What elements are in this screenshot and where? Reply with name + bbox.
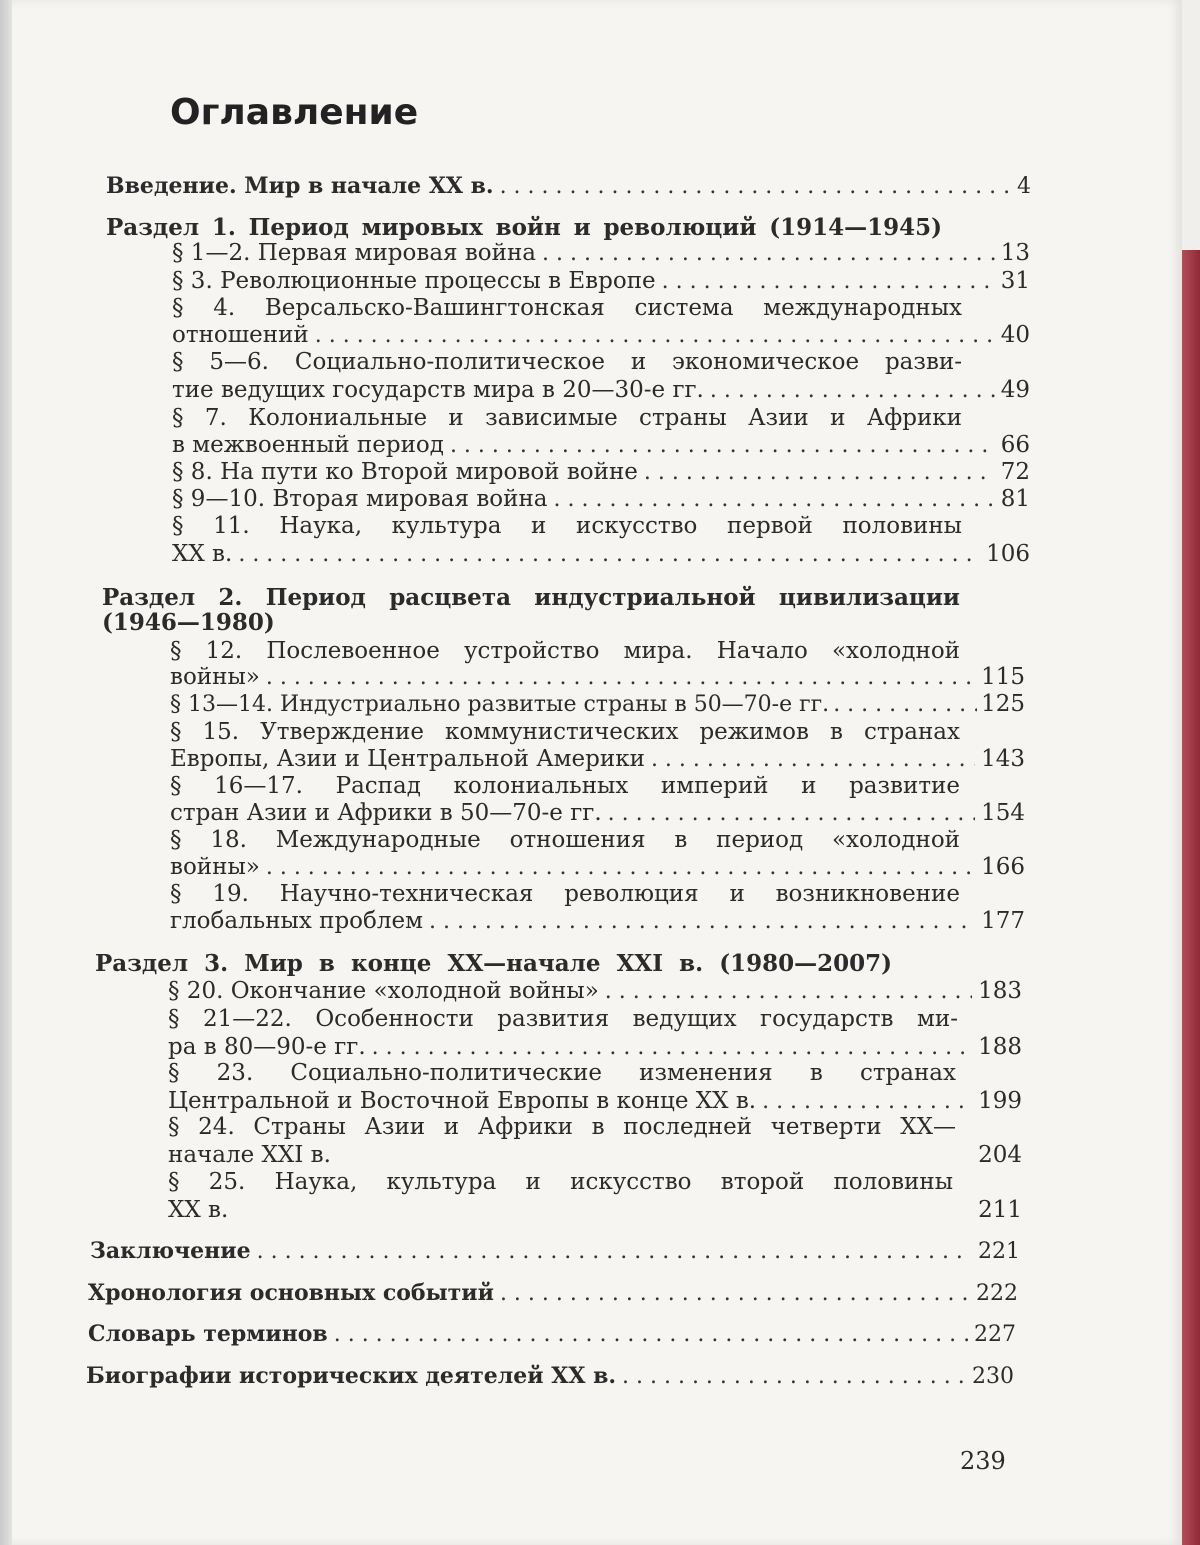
toc-entry-21-22-line1: § 21—22. Особенности развития ведущих государств ми-: [168, 1006, 958, 1032]
toc-entry-11[interactable]: [172, 539, 1030, 569]
toc-leader-dots: [608, 799, 975, 829]
section-2-heading: Раздел 2. Период расцвета индустриальной цивилизации: [102, 584, 960, 611]
toc-leader-dots: [238, 540, 980, 570]
toc-entry-18[interactable]: [170, 852, 1025, 882]
toc-entry-4[interactable]: [172, 320, 1030, 350]
toc-entry-5-6-line1: § 5—6. Социально-политическое и экономическое разви-: [172, 349, 962, 375]
toc-entry-biographies[interactable]: [86, 1361, 1014, 1391]
toc-entry-title: начале XXI в.: [168, 1142, 331, 1168]
toc-entry-title: Заключение: [90, 1238, 251, 1264]
toc-entry-5-6[interactable]: [172, 375, 1030, 405]
toc-entry-title: § 9—10. Вторая мировая война: [172, 486, 548, 512]
toc-entry-conclusion[interactable]: [90, 1236, 1020, 1266]
toc-entry-title: Хронология основных событий: [88, 1280, 494, 1306]
section-1-heading: Раздел 1. Период мировых войн и революций (1914—1945): [106, 214, 942, 241]
toc-leader-dots: [500, 1279, 970, 1309]
toc-entry-page: 211: [978, 1197, 1022, 1223]
toc-entry-page: 166: [981, 854, 1025, 880]
toc-entry-19-line1: § 19. Научно-техническая революция и возникновение: [170, 881, 960, 907]
toc-entry-page: 154: [981, 800, 1025, 826]
toc-entry-title: Центральной и Восточной Европы в конце XX в.: [168, 1088, 757, 1114]
toc-entry-page: 230: [972, 1364, 1014, 1389]
toc-entry-7-line1: § 7. Колониальные и зависимые страны Азии и Африки: [172, 405, 962, 431]
toc-leader-dots: [500, 172, 1011, 202]
toc-entry-7[interactable]: [172, 430, 1030, 460]
toc-entry-25-line1: § 25. Наука, культура и искусство второй половины: [168, 1169, 953, 1195]
toc-entry-18-line1: § 18. Международные отношения в период «холодной: [170, 827, 960, 853]
toc-entry-page: 143: [981, 746, 1025, 772]
toc-entry-12-line1: § 12. Послевоенное устройство мира. Начало «холодной: [170, 638, 960, 664]
toc-entry-glossary[interactable]: [88, 1319, 1016, 1349]
toc-entry-title: тие ведущих государств мира в 20—30-е гг.: [172, 377, 704, 403]
toc-entry-title: Европы, Азии и Центральной Америки: [170, 746, 645, 772]
toc-entry-21-22[interactable]: [168, 1032, 1022, 1062]
toc-entry-13-14[interactable]: [170, 689, 1025, 719]
toc-leader-dots: [542, 239, 995, 269]
toc-entry-20[interactable]: [168, 976, 1022, 1006]
toc-entry-title: Введение. Мир в начале XX в.: [106, 173, 494, 199]
toc-entry-4-line1: § 4. Версальско-Вашингтонская система международных: [172, 295, 962, 321]
toc-entry-page: 106: [986, 541, 1030, 567]
toc-leader-dots: [662, 267, 995, 297]
toc-entry-page: 115: [981, 664, 1025, 690]
section-2-heading-years: (1946—1980): [102, 609, 275, 636]
toc-entry-page: 125: [981, 691, 1025, 717]
toc-entry-title: § 20. Окончание «холодной войны»: [168, 978, 599, 1004]
toc-entry-24[interactable]: [168, 1140, 1022, 1170]
toc-entry-11-line1: § 11. Наука, культура и искусство первой половины: [172, 513, 962, 539]
toc-entry-title: ра в 80—90-е гг.: [168, 1034, 366, 1060]
toc-entry-title: XX в.: [168, 1197, 229, 1223]
toc-leader-dots: [257, 1237, 972, 1267]
toc-entry-title: Биографии исторических деятелей XX в.: [86, 1363, 617, 1389]
page-left-edge: [0, 0, 12, 1545]
toc-entry-page: 4: [1017, 174, 1031, 199]
toc-entry-page: 222: [976, 1281, 1018, 1306]
toc-entry-title: стран Азии и Африки в 50—70-е гг.: [170, 800, 602, 826]
toc-entry-24-line1: § 24. Страны Азии и Африки в последней четверти XX—: [168, 1114, 956, 1140]
toc-entry-page: 40: [1000, 322, 1030, 348]
toc-entry-title: войны»: [170, 664, 260, 690]
toc-leader-dots: [334, 1320, 968, 1350]
toc-entry-16-17[interactable]: [170, 798, 1025, 828]
toc-leader-dots: [651, 745, 975, 775]
toc-entry-page: 49: [1000, 377, 1030, 403]
toc-entry-title: § 13—14. Индустриально развитые страны в 50—70-е гг.: [170, 692, 830, 717]
toc-entry-title: отношений: [172, 322, 309, 348]
book-cover-strip: [1182, 250, 1200, 1545]
toc-entry-page: 188: [978, 1034, 1022, 1060]
toc-entry-9-10[interactable]: [172, 484, 1030, 514]
toc-entry-page: 81: [1000, 486, 1030, 512]
toc-entry-15[interactable]: [170, 744, 1025, 774]
toc-entry-title: § 1—2. Первая мировая война: [172, 240, 537, 266]
toc-entry-23-line1: § 23. Социально-политические изменения в странах: [168, 1060, 956, 1086]
toc-entry-page: 66: [1000, 432, 1030, 458]
section-3-heading: Раздел 3. Мир в конце XX—начале XXI в. (1980—2007): [95, 950, 892, 977]
toc-entry-chronology[interactable]: [88, 1278, 1018, 1308]
toc-heading: Оглавление: [170, 92, 419, 133]
toc-entry-page: 183: [978, 978, 1022, 1004]
toc-entry-page: 72: [1000, 459, 1030, 485]
toc-leader-dots: [622, 1362, 966, 1392]
toc-entry-title: § 3. Революционные процессы в Европе: [172, 268, 656, 294]
toc-entry-3[interactable]: [172, 266, 1030, 296]
toc-entry-16-17-line1: § 16—17. Распад колониальных империй и развитие: [170, 773, 960, 799]
toc-entry-page: 204: [978, 1142, 1022, 1168]
toc-entry-page: 199: [978, 1088, 1022, 1114]
toc-entry-page: 31: [1000, 268, 1030, 294]
page-number: 239: [960, 1447, 1006, 1475]
toc-entry-23[interactable]: [168, 1086, 1022, 1116]
toc-entry-15-line1: § 15. Утверждение коммунистических режимов в странах: [170, 719, 960, 745]
toc-entry-page: 221: [978, 1239, 1020, 1264]
toc-leader-dots: [710, 376, 995, 406]
toc-leader-dots: [266, 853, 975, 883]
toc-leader-dots: [833, 690, 977, 720]
toc-entry-title: в межвоенный период: [172, 432, 444, 458]
toc-entry-page: 13: [1000, 240, 1030, 266]
toc-entry-8[interactable]: [172, 457, 1030, 487]
toc-entry-intro[interactable]: [106, 171, 1031, 201]
toc-entry-title: § 8. На пути ко Второй мировой войне: [172, 459, 638, 485]
toc-entry-title: Словарь терминов: [88, 1321, 328, 1347]
toc-entry-19[interactable]: [170, 906, 1025, 936]
toc-entry-page: 227: [974, 1322, 1016, 1347]
toc-entry-title: войны»: [170, 854, 260, 880]
toc-leader-dots: [605, 977, 972, 1007]
toc-entry-25[interactable]: [168, 1195, 1022, 1225]
toc-entry-title: глобальных проблем: [170, 908, 423, 934]
toc-leader-dots: [429, 907, 975, 937]
toc-entry-title: XX в.: [172, 541, 233, 567]
toc-leader-dots: [554, 485, 995, 515]
toc-entry-12[interactable]: [170, 662, 1025, 692]
toc-entry-1-2[interactable]: [172, 238, 1030, 268]
toc-leader-dots: [315, 321, 995, 351]
toc-entry-page: 177: [981, 908, 1025, 934]
